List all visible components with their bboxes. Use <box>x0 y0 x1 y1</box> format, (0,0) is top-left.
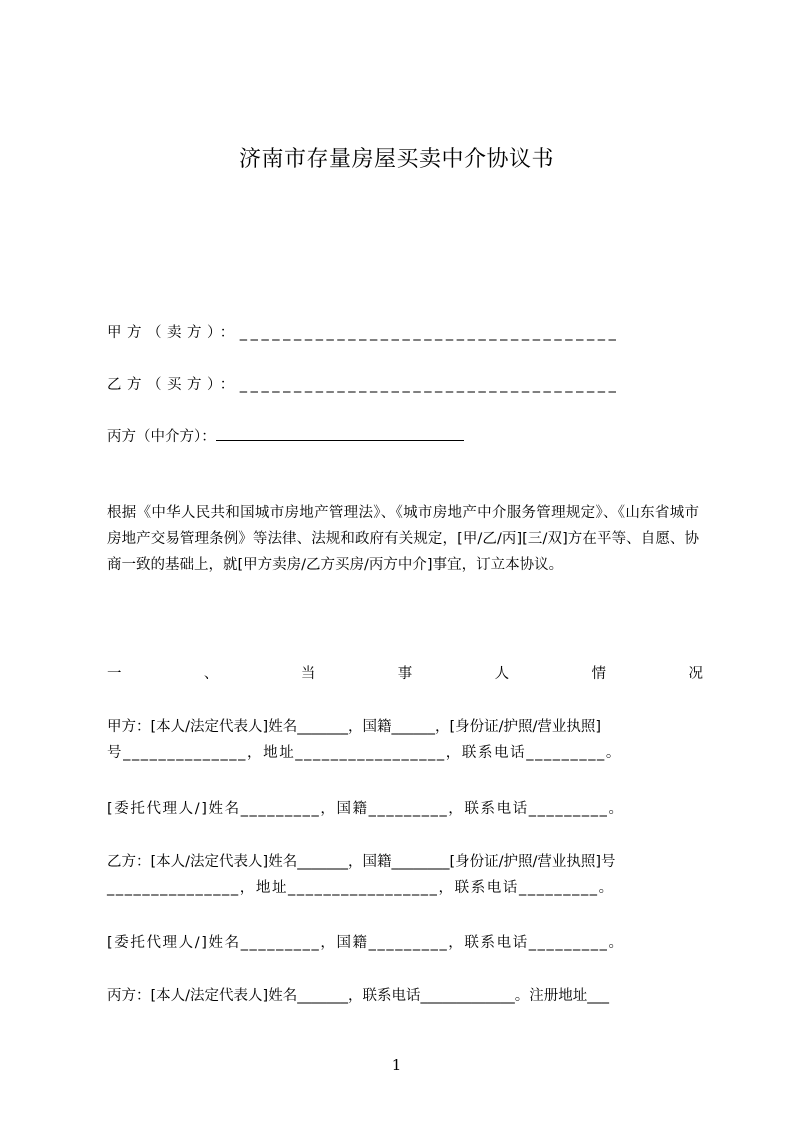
party-b-blank[interactable]: ___________________________________ <box>239 377 620 393</box>
party-a-label: 甲方（卖方）： <box>107 325 240 341</box>
party-b-details <box>107 849 703 901</box>
page-number: 1 <box>391 1056 402 1074</box>
heading-char: 况 <box>688 666 703 682</box>
party-c-details-line-1: 丙方：[本人/法定代表人]姓名_______，联系电话_____________。注册地址___ <box>107 988 609 1004</box>
party-b-label: 乙方（买方）： <box>107 377 240 393</box>
preamble-paragraph: 根据《中华人民共和国城市房地产管理法》、《城市房地产中介服务管理规定》、《山东省城市房地产交易管理条例》等法律、法规和政府有关规定，[甲/乙/丙][三/双]方在平等、自愿、协商一致的基础上，就[甲方卖房/乙方买房/丙方中介]事宜，订立本协议。 <box>107 505 699 573</box>
party-a-details-line-1: 甲方：[本人/法定代表人]姓名_______，国籍______，[身份证/护照/营业执照] <box>107 719 602 735</box>
party-c-agency-line <box>107 425 464 446</box>
party-a-seller-line <box>107 321 620 342</box>
party-c-blank[interactable] <box>216 426 464 441</box>
heading-char: 、 <box>203 666 219 682</box>
party-c-details <box>107 983 703 1009</box>
heading-char: 情 <box>591 666 607 682</box>
party-b-details-line-2: _______________，地址_________________，联系电话_________。 <box>107 880 615 896</box>
party-a-agent-line: [委托代理人/]姓名_________，国籍_________，联系电话_________。 <box>107 801 625 817</box>
document-title: 济南市存量房屋买卖中介协议书 <box>238 147 554 172</box>
heading-char: 当 <box>300 666 316 682</box>
party-b-agent <box>107 930 703 956</box>
party-a-blank[interactable]: ___________________________________ <box>239 325 620 341</box>
party-b-buyer-line <box>107 373 620 394</box>
heading-char: 人 <box>494 666 510 682</box>
heading-char: 事 <box>397 666 413 682</box>
party-a-details <box>107 714 703 766</box>
party-c-label: 丙方（中介方）： <box>107 429 216 445</box>
party-b-agent-line: [委托代理人/]姓名_________，国籍_________，联系电话_________。 <box>107 935 625 951</box>
heading-char: 一 <box>107 666 122 682</box>
section-1-heading <box>107 662 703 683</box>
party-a-agent <box>107 796 703 822</box>
party-a-details-line-2: 号______________，地址_________________，联系电话_________。 <box>107 745 622 761</box>
party-b-details-line-1: 乙方：[本人/法定代表人]姓名_______，国籍________[身份证/护照/营业执照]号 <box>107 854 616 870</box>
